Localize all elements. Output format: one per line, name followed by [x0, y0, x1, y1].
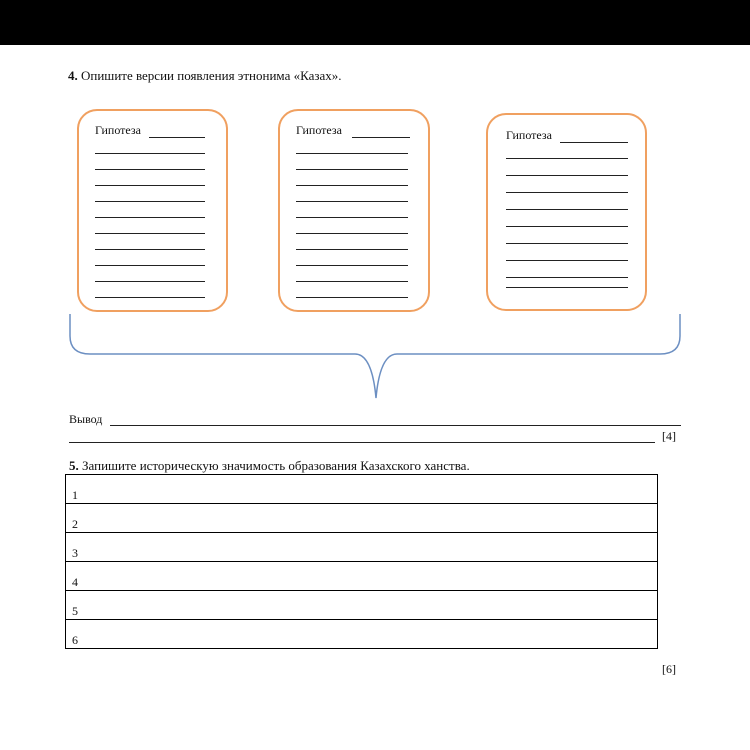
- answer-line[interactable]: [506, 175, 628, 176]
- question-5: [69, 458, 470, 474]
- hypothesis-label-line-1[interactable]: [149, 137, 205, 138]
- hypothesis-card-2: [278, 109, 430, 312]
- question-4-text: Опишите версии появления этнонима «Казах».: [81, 68, 342, 83]
- answer-line[interactable]: [95, 201, 205, 202]
- answer-table: [65, 474, 658, 649]
- hypothesis-label-3: Гипотеза: [506, 128, 552, 142]
- question-4: [68, 68, 342, 84]
- answer-line[interactable]: [95, 217, 205, 218]
- answer-line[interactable]: [506, 243, 628, 244]
- answer-line[interactable]: [296, 201, 408, 202]
- answer-cell-6[interactable]: 6: [66, 620, 658, 649]
- table-row: [66, 562, 658, 591]
- curly-brace: [60, 308, 690, 403]
- conclusion-label: Вывод: [69, 412, 103, 426]
- question-4-number: 4.: [68, 68, 78, 83]
- answer-line[interactable]: [296, 233, 408, 234]
- answer-line[interactable]: [506, 287, 628, 288]
- table-row: [66, 475, 658, 504]
- answer-cell-3[interactable]: 3: [66, 533, 658, 562]
- answer-line[interactable]: [95, 265, 205, 266]
- answer-line[interactable]: [296, 249, 408, 250]
- hypothesis-label-line-3[interactable]: [560, 142, 628, 143]
- answer-line[interactable]: [296, 185, 408, 186]
- conclusion-line-1[interactable]: [110, 425, 681, 426]
- answer-line[interactable]: [296, 169, 408, 170]
- hypothesis-card-3: [486, 113, 647, 311]
- answer-line[interactable]: [95, 249, 205, 250]
- answer-line[interactable]: [95, 297, 205, 298]
- hypothesis-label-1: Гипотеза: [95, 123, 141, 137]
- answer-cell-2[interactable]: 2: [66, 504, 658, 533]
- hypothesis-label-line-2[interactable]: [352, 137, 410, 138]
- answer-line[interactable]: [296, 217, 408, 218]
- hypothesis-label-2: Гипотеза: [296, 123, 342, 137]
- answer-line[interactable]: [296, 265, 408, 266]
- answer-line[interactable]: [296, 297, 408, 298]
- table-row: [66, 620, 658, 649]
- table-row: [66, 591, 658, 620]
- answer-line[interactable]: [506, 158, 628, 159]
- answer-line[interactable]: [296, 153, 408, 154]
- answer-cell-1[interactable]: 1: [66, 475, 658, 504]
- answer-line[interactable]: [506, 226, 628, 227]
- top-black-bar: [0, 0, 750, 45]
- conclusion-marks: [4]: [662, 429, 676, 443]
- conclusion-line-2[interactable]: [69, 442, 655, 443]
- question-5-marks: [6]: [662, 662, 676, 676]
- answer-line[interactable]: [95, 233, 205, 234]
- answer-cell-5[interactable]: 5: [66, 591, 658, 620]
- answer-line[interactable]: [506, 209, 628, 210]
- question-5-number: 5.: [69, 458, 79, 473]
- answer-line[interactable]: [95, 185, 205, 186]
- answer-line[interactable]: [296, 281, 408, 282]
- answer-cell-4[interactable]: 4: [66, 562, 658, 591]
- answer-line[interactable]: [95, 281, 205, 282]
- answer-line[interactable]: [506, 260, 628, 261]
- table-row: [66, 504, 658, 533]
- table-row: [66, 533, 658, 562]
- answer-line[interactable]: [95, 153, 205, 154]
- question-5-text: Запишите историческую значимость образования Казахского ханства.: [82, 458, 470, 473]
- hypothesis-card-1: [77, 109, 228, 312]
- answer-line[interactable]: [506, 192, 628, 193]
- answer-line[interactable]: [95, 169, 205, 170]
- answer-line[interactable]: [506, 277, 628, 278]
